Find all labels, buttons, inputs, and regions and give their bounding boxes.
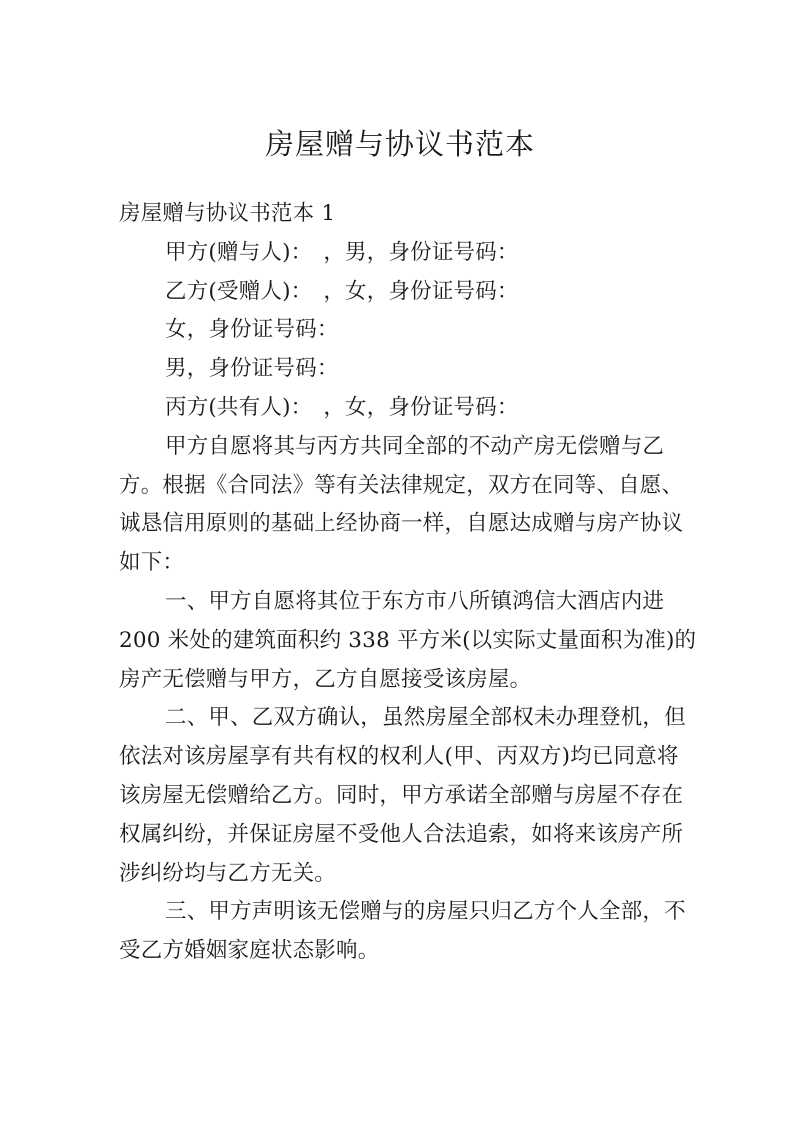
paragraph-line: 甲方自愿将其与丙方共同全部的不动产房无偿赠与乙 (165, 433, 665, 459)
clause-1-line: 房产无偿赠与甲方，乙方自愿接受该房屋。 (119, 666, 532, 692)
clause-1-line: 200 米处的建筑面积约 338 平方米(以实际丈量面积为准)的 (119, 627, 697, 653)
party-b-line: 乙方(受赠人)： ，女，身份证号码： (165, 278, 519, 304)
party-a-line: 甲方(赠与人)： ，男，身份证号码： (165, 239, 519, 265)
clause-2-line: 二、甲、乙双方确认，虽然房屋全部权未办理登机，但 (165, 705, 686, 731)
paragraph-line: 如下： (119, 550, 185, 576)
party-c-line: 丙方(共有人)： ，女，身份证号码： (165, 394, 519, 420)
clause-2-line: 涉纠纷均与乙方无关。 (119, 860, 337, 886)
male-id-line: 男，身份证号码： (165, 356, 339, 382)
document-title: 房屋赠与协议书范本 (264, 127, 535, 161)
clause-2-line: 权属纠纷，并保证房屋不受他人合法追索，如将来该房产所 (119, 821, 684, 847)
paragraph-line: 方。根据《合同法》等有关法律规定，双方在同等、自愿、 (119, 472, 684, 498)
clause-2-line: 依法对该房屋享有共有权的权利人(甲、丙双方)均已同意将 (119, 744, 679, 770)
female-id-line: 女，身份证号码： (165, 317, 339, 343)
subheading-line: 房屋赠与协议书范本 1 (119, 201, 336, 226)
paragraph-line: 诚恳信用原则的基础上经协商一样，自愿达成赠与房产协议 (119, 511, 684, 537)
clause-3-line: 三、甲方声明该无偿赠与的房屋只归乙方个人全部，不 (165, 899, 686, 925)
document-body (119, 195, 697, 971)
clause-3-line: 受乙方婚姻家庭状态影响。 (119, 938, 380, 964)
clause-1-line: 一、甲方自愿将其位于东方市八所镇鸿信大酒店内进 (165, 588, 665, 614)
clause-2-line: 该房屋无偿赠给乙方。同时，甲方承诺全部赠与房屋不存在 (119, 782, 684, 808)
